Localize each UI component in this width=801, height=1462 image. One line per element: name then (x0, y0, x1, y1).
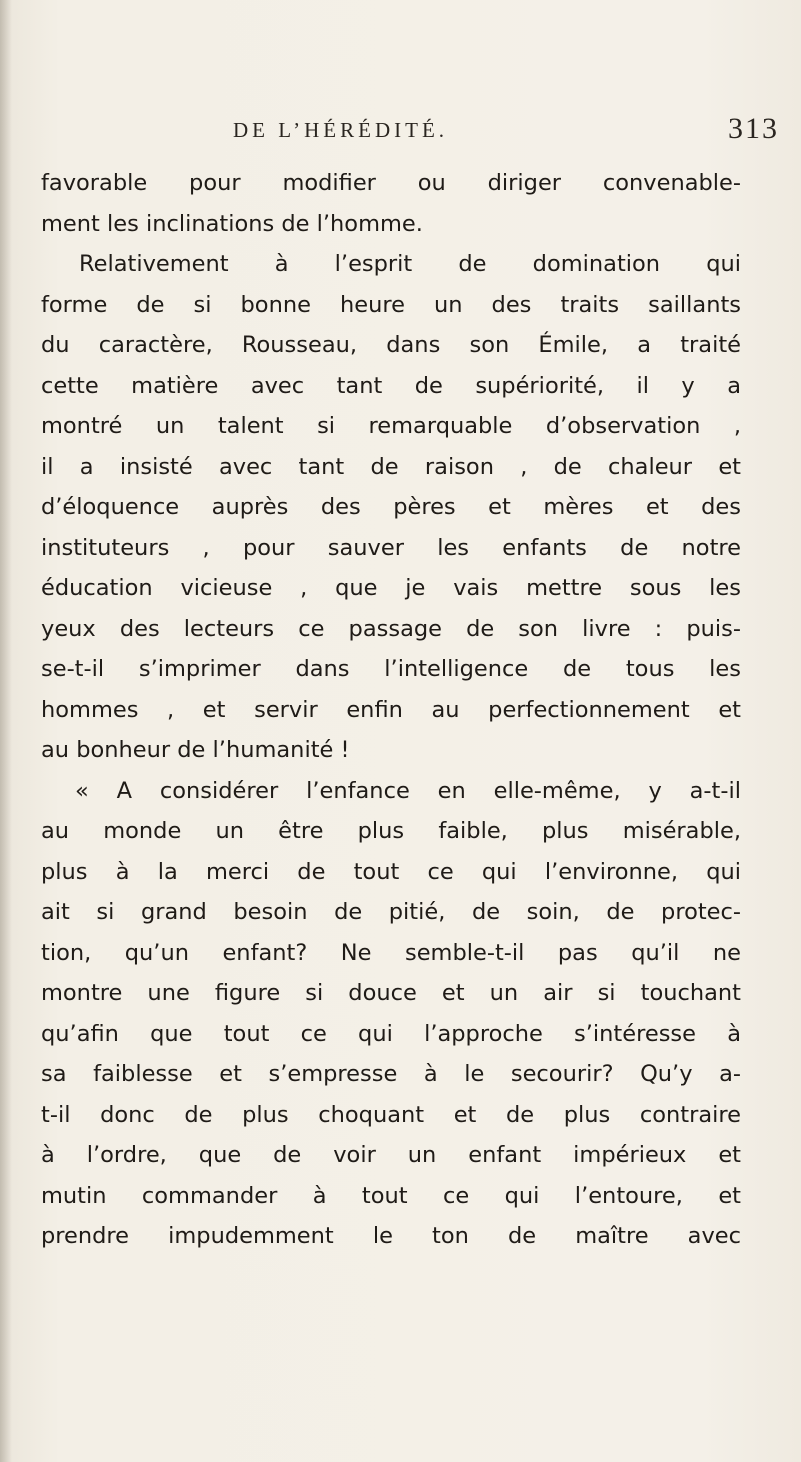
text-line: montré un talent si remarquable d’observation , (41, 413, 741, 439)
text-line: mutin commander à tout ce qui l’entoure, et (41, 1182, 741, 1209)
text-line: qu’afin que tout ce qui l’approche s’intéresse à (41, 1020, 741, 1047)
text-line: cette matière avec tant de supériorité, il y a (41, 372, 741, 399)
text-line: au monde un être plus faible, plus misérable, (41, 818, 741, 844)
text-line: ment les inclinations de l’homme. (41, 210, 423, 237)
body-text (41, 163, 741, 1257)
text-line: montre une figure si douce et un air si touchant (41, 980, 741, 1006)
running-title: DE L’HÉRÉDITÉ. (233, 118, 449, 142)
text-line: « A considérer l’enfance en elle-même, y a-t-il (75, 777, 741, 804)
text-line: t-il donc de plus choquant et de plus contraire (41, 1101, 741, 1128)
text-line: au bonheur de l’humanité ! (41, 737, 350, 763)
text-line: plus à la merci de tout ce qui l’environne, qui (41, 858, 741, 885)
text-line: prendre impudemment le ton de maître avec (41, 1223, 741, 1249)
text-line: à l’ordre, que de voir un enfant impérieux et (41, 1142, 741, 1168)
text-line: favorable pour modifier ou diriger convenable- (41, 170, 741, 196)
text-line: ait si grand besoin de pitié, de soin, de protec- (41, 899, 741, 925)
running-head (0, 112, 801, 152)
binding-shadow (0, 0, 12, 1462)
text-line: forme de si bonne heure un des traits saillants (41, 291, 741, 318)
text-line: éducation vicieuse , que je vais mettre sous les (41, 575, 741, 601)
text-line: sa faiblesse et s’empresse à le secourir? Qu’y a- (41, 1061, 741, 1087)
text-line: hommes , et servir enfin au perfectionnement et (41, 696, 741, 723)
text-line: du caractère, Rousseau, dans son Émile, a traité (41, 332, 741, 358)
page-number: 313 (728, 112, 779, 145)
text-line: tion, qu’un enfant? Ne semble-t-il pas qu’il ne (41, 939, 741, 966)
text-line: Relativement à l’esprit de domination qui (79, 251, 741, 277)
text-line: il a insisté avec tant de raison , de chaleur et (41, 453, 741, 480)
text-line: se-t-il s’imprimer dans l’intelligence de tous les (41, 656, 741, 682)
text-line: instituteurs , pour sauver les enfants de notre (41, 534, 741, 561)
text-line: yeux des lecteurs ce passage de son livre : puis- (41, 615, 741, 642)
text-line: d’éloquence auprès des pères et mères et des (41, 494, 741, 520)
